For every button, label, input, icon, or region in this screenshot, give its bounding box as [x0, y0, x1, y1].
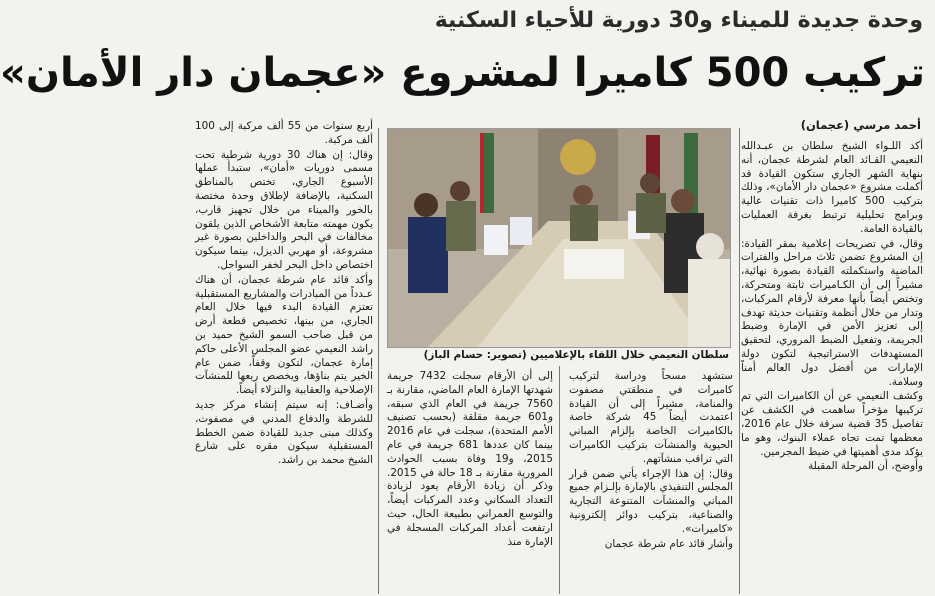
paragraph: وقال: إن هناك 30 دورية شرطية تحت مسمى دوريات «أمان»، ستبدأ عملها الأسبوع الجاري، تختص بالمناطق السكنية، بالإضافة لإطلاق وحدة مختصة بالخور والميناء من خلال تجهيز قارب، يكون مهمته متابعة الأشخاص الذين يلقون مخالفات في البحر والداخلين بصورة غير مشروعة، أو مهربي الديزل، بينما سيكون اختصاص داخل البحر لخفر السواحل.	[195, 148, 373, 271]
paragraph: أكد اللـواء الشيخ سلطان بن عبـدالله النعيمي القـائد العام لشرطة عجمان، أنه بنهاية الشهر الجاري ستكون القيادة قد أكملت مشروع «عجمان دار الأمان»، وذلك بتركيب 500 كاميرا ذات تقنيات عالية وبرامج تحليلية ترتبط بغرفة العمليات بالقيادة العامة.	[741, 140, 923, 235]
paragraph: وقال: إن هذا الإجراء يأتي ضمن قرار المجلس التنفيذي بالإمارة بإلـزام جميع المباني والمنشآت المتنوعة التجارية والصناعية، بتركيب دوائر إلكترونية «كاميرات».	[569, 467, 733, 535]
article-photo	[387, 128, 731, 348]
byline: أحمد مرسي (عجمان)	[800, 118, 921, 132]
paragraph: وأكد قائد عام شرطة عجمان، أن هناك عـدداً من المبادرات والمشاريع المستقبلية تعتزم القيادة البدء فيها خلال العام الجاري، من بينها، تخصيص قطعة أرض من قبل صاحب السمو الشيخ حميد بن راشد النعيمي عضو المجلس الأعلى حاكم إمارة عجمان، لتكون وقفاً، ضمن عام الخير يتم بناؤها، ويخصص ريعها للمنشآت الإصلاحية والعقابية والنزلاء أيضاً.	[195, 273, 373, 397]
paragraph: وأضـاف: إنه سيتم إنشاء مركز جديد للشرطة والدفاع المدني في مصفوت، وكذلك مبنى جديد للقيادة ضمن الخطط المستقبلية سيكون مقره على شارع الشيخ محمد بن راشد.	[195, 398, 373, 467]
paragraph: وأشار قائد عام شرطة عجمان	[604, 537, 733, 550]
article-column-right	[741, 140, 923, 594]
paragraph: وقال، في تصريحات إعلامية بمقر القيادة: إن المشروع تضمن ثلاث مراحل والفترات الماضية واستكملته القيادة بصورة نهائية، مشيراً إلى أن الكـاميرات ثابتة ومتحركة، وتختص أيضاً بأنها معرفة لأرقام المركبات، وتدار من خلال أنظمة وتقنيات حديثة تهدف إلى تعزيز الأمن في الإمارة وضبط الجريمة، وتفعيل الضبط المروري، لتحقيق المستهدفات الاستراتيجية لتكون دولة الإمارات من أفضل دول العالم أمناً وسلامة.	[741, 237, 923, 388]
paragraph: وأوضح، أن المرحلة المقبلة	[808, 460, 923, 473]
photo-caption: سلطان النعيمي خلال اللقاء بالإعلاميين (تصوير: حسام الباز)	[423, 349, 729, 361]
column-divider	[378, 128, 379, 594]
column-divider	[559, 366, 560, 594]
kicker-subheadline: وحدة جديدة للميناء و30 دورية للأحياء السكنية	[434, 8, 923, 33]
paragraph: أربع سنوات من 55 ألف مركبة إلى 100 ألف مركبة.	[195, 120, 374, 146]
paragraph: ستشهد مسحاً ودراسة لتركيب كاميرات في منطقتي مصفوت والمنامة، مشيراً إلى أن القيادة اعتمدت أيضاً 45 شركة خاصة بالكاميرات الخاصة بإلزام المباني الحيوية والمنشآت بتركيب الكاميرات التي تراقب منشآتهم.	[569, 370, 733, 465]
emblem-icon	[560, 139, 596, 175]
main-headline: تركيب 500 كاميرا لمشروع «عجمان دار الأمان»	[0, 50, 925, 96]
meeting-photo-illustration	[388, 129, 730, 347]
article-column-mid-left	[387, 370, 553, 594]
paragraph: إلى أن الأرقام سجلت 7432 جريمة شهدتها الإمارة العام الماضي، مقارنة بـ 7560 جريمة في العام الذي سبقه، و601 جريمة مقلقة (بحسب تصنيف الأمم المتحدة)، سجلت في عام 2016 بينما كان عددها 681 جريمة في عام 2015، و19 وفاة بسبب الحوادث المرورية مقارنة بـ 18 حالة في 2015. وذكر أن زيادة الأرقام يعود لزيادة التعداد السكاني وعدد المركبات أيضاً، والتوسع العمراني بطبيعة الحال، حيث ارتفعت أعداد المركبات المسجلة في الإمارة منذ	[387, 370, 553, 548]
article-column-left	[195, 120, 373, 594]
column-divider	[739, 128, 740, 594]
paragraph: وكشف النعيمي عن أن الكاميرات التي تم تركيبها مؤخراً ساهمت في الكشف عن تفاصيل 35 قضية سرقة خلال عام 2016، معظمها تمت تجاه عملاء البنوك، وهو ما يؤكد مدى أهميتها في ضبط المجرمين.	[741, 390, 923, 458]
article-column-mid-right	[569, 370, 733, 594]
